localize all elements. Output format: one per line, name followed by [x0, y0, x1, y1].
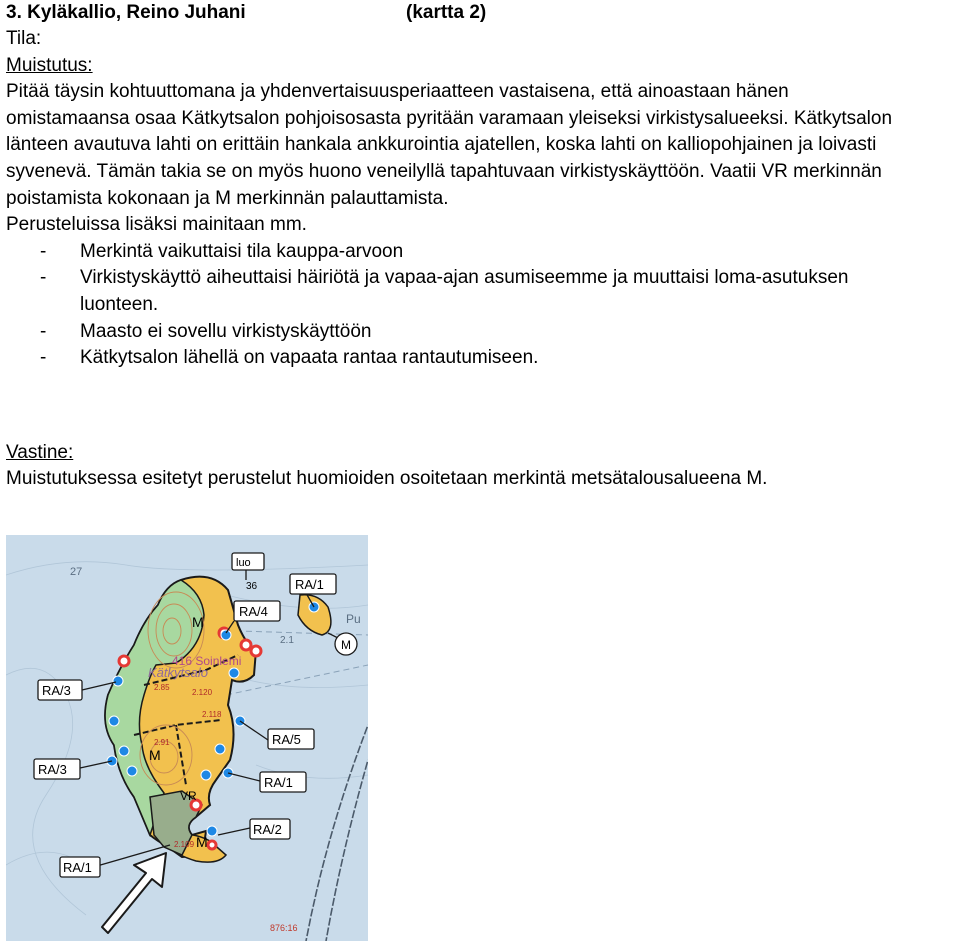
map-text: Kätkytsalo — [148, 665, 208, 680]
callout-label: RA/5 — [272, 732, 301, 747]
callout-label: RA/1 — [295, 577, 324, 592]
muistutus-line: Pitää täysin kohtuuttomana ja yhdenvertaisuusperiaatteen vastaisena, että ainoastaan hänen — [6, 81, 789, 103]
vastine-text: Muistutuksessa esitetyt perustelut huomioiden osoitetaan merkintä metsätalousalueena M. — [6, 468, 768, 490]
bullet-item: - Kätkytsalon lähellä on vapaata rantaa rantautumiseen. — [40, 347, 539, 369]
callout-label: RA/3 — [42, 683, 71, 698]
map-text: 876:16 — [270, 923, 298, 933]
tila-label: Tila: — [6, 28, 42, 49]
callout-label: RA/2 — [253, 822, 282, 837]
heading-map-ref: (kartta 2) — [406, 2, 487, 23]
callout-label: luo — [236, 557, 251, 569]
map-text: 27 — [70, 566, 83, 578]
callout-label: RA/1 — [264, 775, 293, 790]
bullet-item: - Virkistyskäyttö aiheuttaisi häiriötä ja vapaa-ajan asumiseemme ja muuttaisi loma-asutuksen — [40, 267, 849, 289]
zoning-map — [6, 535, 368, 941]
bullet-item: - Merkintä vaikuttaisi tila kauppa-arvoon — [40, 240, 404, 262]
map-text: 2.118 — [202, 710, 222, 719]
muistutus-line: omistamaansa osaa Kätkytsalon pohjoisosasta pyritään varamaan yleiseksi virkistysalueeksi. Kätkytsalon — [6, 107, 893, 129]
zone-label: M — [341, 638, 351, 652]
map-text: 2.120 — [192, 688, 213, 697]
bullet-item: - Maasto ei sovellu virkistyskäyttöön — [40, 320, 372, 342]
map-text: 2.85 — [154, 683, 170, 692]
map-text: 2.1 — [280, 635, 294, 646]
heading — [6, 0, 956, 26]
vastine-label: Vastine: — [6, 441, 74, 463]
map-text: 2.109 — [174, 840, 195, 849]
callout-label: RA/3 — [38, 762, 67, 777]
zone-label: M — [192, 614, 204, 630]
bullet-item: luonteen. — [80, 293, 159, 315]
zone-label: VR — [180, 789, 197, 803]
callout-label: RA/4 — [239, 604, 268, 619]
muistutus-line: syvenevä. Tämän takia se on myös huono veneilyllä tapahtuvaan virkistyskäyttöön. Vaatii VR merkinnän — [6, 160, 882, 182]
callout-label: RA/1 — [63, 860, 92, 875]
map-text: 416 Soinlemi — [172, 654, 242, 668]
muistutus-line: Perusteluissa lisäksi mainitaan mm. — [6, 214, 307, 236]
document — [6, 0, 956, 493]
zone-label: M — [196, 834, 208, 850]
heading-title: 3. Kyläkallio, Reino Juhani — [6, 2, 246, 23]
muistutus-line: länteen avautuva lahti on erittäin hankala ankkurointia ajatellen, koska lahti on kalliopohjainen ja loivasti — [6, 134, 877, 156]
zone-label: M — [149, 747, 161, 763]
map-text: Pu — [346, 612, 361, 626]
muistutus-line: poistamista kokonaan ja M merkinnän palauttamista. — [6, 187, 449, 209]
map-text: 36 — [246, 581, 258, 592]
map-text: 2.91 — [154, 738, 170, 747]
muistutus-label: Muistutus: — [6, 54, 93, 76]
